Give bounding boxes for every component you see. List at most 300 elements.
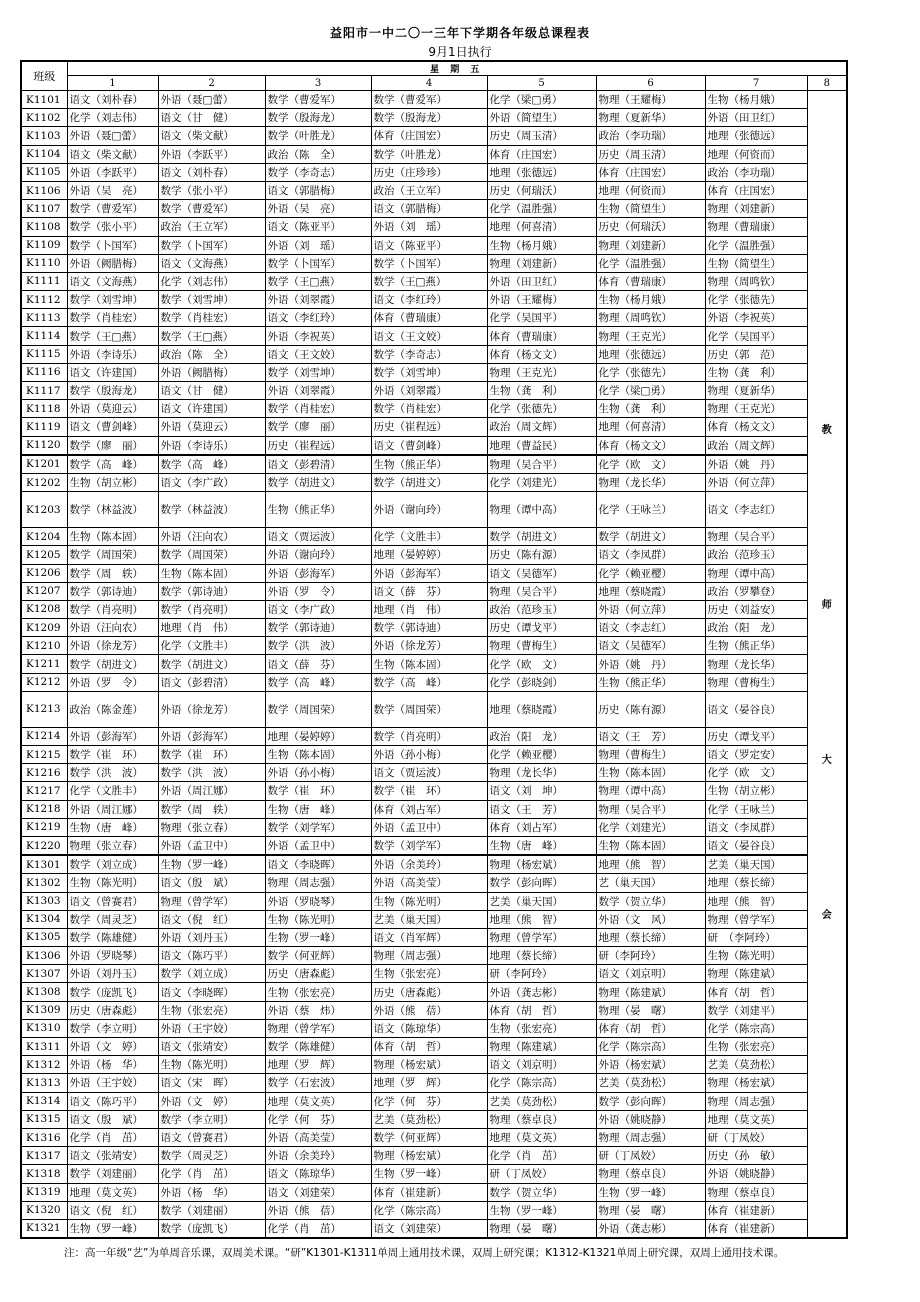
class-id: K1306 xyxy=(21,947,67,965)
period-cell: 语文（李晓晖） xyxy=(158,983,265,1001)
period-cell: 外语（莫迎云） xyxy=(158,418,265,436)
class-id: K1311 xyxy=(21,1038,67,1056)
period-cell: 地理（肖 伟） xyxy=(158,619,265,637)
table-row xyxy=(21,965,847,983)
class-id: K1205 xyxy=(21,546,67,564)
period-cell: 数学（贺立华） xyxy=(596,892,705,910)
side-label-char: 大 xyxy=(821,755,832,766)
period-cell: 语文（倪 红） xyxy=(67,1201,158,1219)
class-id: K1209 xyxy=(21,619,67,637)
table-row xyxy=(21,91,847,109)
table-row xyxy=(21,673,847,691)
period-cell: 语文（许建国） xyxy=(67,363,158,381)
period-cell: 生物（龚 利） xyxy=(487,382,596,400)
period-cell: 数学（刘立成） xyxy=(67,855,158,874)
class-id: K1318 xyxy=(21,1165,67,1183)
period-cell: 外语（杨 华） xyxy=(158,1183,265,1201)
period-cell: 地理（何资而） xyxy=(705,145,807,163)
period-cell: 外语（蔡 炜） xyxy=(265,1001,371,1019)
period-cell: 外语（何立萍） xyxy=(705,473,807,491)
class-id: K1214 xyxy=(21,727,67,745)
timetable xyxy=(20,60,848,1239)
period-cell: 体育（杨文文） xyxy=(487,345,596,363)
period-cell: 外语（谢向玲） xyxy=(371,492,487,528)
period-cell: 语文（王 芳） xyxy=(487,800,596,818)
table-row xyxy=(21,200,847,218)
class-id: K1105 xyxy=(21,163,67,181)
period-cell: 物理（杨宏斌） xyxy=(487,855,596,874)
period-cell: 化学（陈宗高） xyxy=(371,1201,487,1219)
period-cell: 地理（晏婷婷） xyxy=(265,727,371,745)
period-cell: 外语（李诗乐） xyxy=(67,345,158,363)
class-id: K1120 xyxy=(21,436,67,455)
period-header: 5 xyxy=(487,76,596,91)
period-cell: 数学（高 峰） xyxy=(158,455,265,474)
period-cell: 历史（谭戈平） xyxy=(487,619,596,637)
period-cell: 艺美（莫劲松） xyxy=(596,1074,705,1092)
period-cell: 艺美（巢天国） xyxy=(705,855,807,874)
period-cell: 化学（肖 茁） xyxy=(487,1147,596,1165)
period-cell: 历史（谭戈平） xyxy=(705,727,807,745)
period-cell: 政治（周文辉） xyxy=(705,436,807,455)
period-cell: 外语（田卫红） xyxy=(487,272,596,290)
period-cell: 地理（晏婷婷） xyxy=(371,546,487,564)
period-cell: 化学（温胜强） xyxy=(487,200,596,218)
period-cell: 数学（王□燕） xyxy=(265,272,371,290)
period-cell: 地理（张德远） xyxy=(596,345,705,363)
class-id: K1302 xyxy=(21,874,67,892)
class-id: K1206 xyxy=(21,564,67,582)
period-cell: 生物（简望生） xyxy=(596,200,705,218)
period-cell: 数学（胡进文） xyxy=(596,528,705,546)
period-cell: 数学（庞凯飞） xyxy=(158,1219,265,1238)
period-cell: 化学（陈宗高） xyxy=(596,1038,705,1056)
period-cell: 语文（甘 健） xyxy=(158,382,265,400)
period-cell: 物理（晏 曙） xyxy=(596,1001,705,1019)
table-row xyxy=(21,546,847,564)
table-row xyxy=(21,855,847,874)
period-cell: 数学（洪 波） xyxy=(158,764,265,782)
class-id: K1117 xyxy=(21,382,67,400)
period-cell: 物理（王克光） xyxy=(596,327,705,345)
table-row xyxy=(21,782,847,800)
period-cell: 体育（庄国宏） xyxy=(487,145,596,163)
period-cell: 外语（熊 蓓） xyxy=(371,1001,487,1019)
period-cell: 数学（陈雄健） xyxy=(67,928,158,946)
class-id: K1217 xyxy=(21,782,67,800)
period-cell: 生物（罗一峰） xyxy=(487,1201,596,1219)
period-cell: 语文（李红玲） xyxy=(371,291,487,309)
period-cell: 语文（彭碧清） xyxy=(158,673,265,691)
table-row xyxy=(21,309,847,327)
period-cell: 数学（叶胜龙） xyxy=(371,145,487,163)
period-cell: 数学（刘学军） xyxy=(371,836,487,855)
period-cell: 数学（高 峰） xyxy=(371,673,487,691)
period-cell: 外语（罗晓琴） xyxy=(67,947,158,965)
period-cell: 数学（刘建丽） xyxy=(158,1201,265,1219)
period-cell: 数学（肖桂宏） xyxy=(371,400,487,418)
period-cell: 化学（欧 文） xyxy=(487,655,596,673)
table-row xyxy=(21,582,847,600)
period-cell: 物理（周志强） xyxy=(371,947,487,965)
period-cell: 数学（王□燕） xyxy=(158,327,265,345)
period-cell: 外语（阙腊梅） xyxy=(67,254,158,272)
period-cell: 历史（何瑞沃） xyxy=(487,181,596,199)
period-cell: 外语（谢向玲） xyxy=(265,546,371,564)
period-cell: 生物（杨月娥） xyxy=(487,236,596,254)
table-row xyxy=(21,254,847,272)
period-cell: 语文（倪 红） xyxy=(158,910,265,928)
period-cell: 地理（罗 辉） xyxy=(371,1074,487,1092)
period-cell: 化学（赖亚樱） xyxy=(487,746,596,764)
table-row xyxy=(21,272,847,290)
class-id: K1107 xyxy=(21,200,67,218)
class-id: K1207 xyxy=(21,582,67,600)
period-cell: 地理（熊 智） xyxy=(705,892,807,910)
period-cell: 研 （李阿玲） xyxy=(705,928,807,946)
table-row xyxy=(21,109,847,127)
side-label-char: 会 xyxy=(821,910,832,921)
period-cell: 化学（何 芬） xyxy=(371,1092,487,1110)
period-cell: 历史（何瑞沃） xyxy=(596,218,705,236)
period-cell: 化学（王咏兰） xyxy=(596,492,705,528)
period-cell: 政治（陈 全） xyxy=(265,145,371,163)
period-cell: 生物（张宏亮） xyxy=(265,983,371,1001)
period-cell: 化学（刘志伟） xyxy=(67,109,158,127)
period-cell: 化学（肖 茁） xyxy=(265,1219,371,1238)
period-cell: 语文（李晓晖） xyxy=(265,855,371,874)
period-cell: 历史（庄珍珍） xyxy=(371,163,487,181)
class-id: K1303 xyxy=(21,892,67,910)
period-cell: 数学（胡进文） xyxy=(265,473,371,491)
table-row xyxy=(21,655,847,673)
table-row xyxy=(21,619,847,637)
period-cell: 生物（张宏亮） xyxy=(705,1038,807,1056)
period-cell: 语文（殷 斌） xyxy=(158,874,265,892)
period-cell: 物理（谭中高） xyxy=(705,564,807,582)
class-id: K1108 xyxy=(21,218,67,236)
period-cell: 外语（杨 华） xyxy=(67,1056,158,1074)
class-id: K1118 xyxy=(21,400,67,418)
class-id: K1115 xyxy=(21,345,67,363)
period-cell: 外语（高美莹） xyxy=(265,1128,371,1146)
period-cell: 外语（李祝英） xyxy=(705,309,807,327)
period-cell: 语文（刘建荣） xyxy=(371,1219,487,1238)
period-cell: 外语（吴 亮） xyxy=(265,200,371,218)
period-cell: 政治（陈 全） xyxy=(158,345,265,363)
period-cell: 外语（田卫红） xyxy=(705,109,807,127)
class-id: K1101 xyxy=(21,91,67,109)
period-cell: 物理（周鸣钦） xyxy=(705,272,807,290)
period-cell: 体育（庄国宏） xyxy=(705,181,807,199)
period-cell: 历史（刘益安） xyxy=(705,600,807,618)
period-cell: 化学（文胜丰） xyxy=(371,528,487,546)
period-cell: 化学（文胜丰） xyxy=(158,637,265,655)
period-cell: 数学（崔 环） xyxy=(67,746,158,764)
period-cell: 体育（崔建新） xyxy=(371,1183,487,1201)
table-row xyxy=(21,218,847,236)
period-cell: 生物（唐 峰） xyxy=(265,800,371,818)
page-title: 益阳市一中二〇一三年下学期各年级总课程表 xyxy=(329,26,590,40)
period-cell: 化学（张德先） xyxy=(487,400,596,418)
period-cell: 物理（蔡卓良） xyxy=(705,1183,807,1201)
period-cell: 体育（胡 哲） xyxy=(596,1019,705,1037)
period-cell: 数学（刘雪坤） xyxy=(67,291,158,309)
class-id: K1316 xyxy=(21,1128,67,1146)
period-cell: 语文（李广政） xyxy=(158,473,265,491)
period-cell: 物理（曹瑞康） xyxy=(705,218,807,236)
period-cell: 外语（姚晓静） xyxy=(596,1110,705,1128)
period-cell: 物理（夏新华） xyxy=(705,382,807,400)
period-cell: 数学（高 峰） xyxy=(67,455,158,474)
period-cell: 历史（周玉清） xyxy=(596,145,705,163)
period-cell: 数学（彭向晖） xyxy=(596,1092,705,1110)
period-header: 4 xyxy=(371,76,487,91)
period-cell: 外语（徐龙芳） xyxy=(158,691,265,727)
period-cell: 数学（崔 环） xyxy=(158,746,265,764)
period-cell: 物理（刘建新） xyxy=(596,236,705,254)
period-cell: 数学（张小平） xyxy=(158,181,265,199)
period-cell: 数学（洪 波） xyxy=(265,637,371,655)
period-cell: 物理（曹梅生） xyxy=(705,673,807,691)
period-cell: 语文（吴德军） xyxy=(487,564,596,582)
period-cell: 语文（李志红） xyxy=(705,492,807,528)
period-cell: 外语（王宇姣） xyxy=(158,1019,265,1037)
period-cell: 数学（刘建丽） xyxy=(67,1165,158,1183)
period-cell: 研（丁凤姣） xyxy=(596,1147,705,1165)
class-id: K1317 xyxy=(21,1147,67,1165)
period-cell: 研（丁凤姣） xyxy=(705,1128,807,1146)
period-cell: 外语（姚 丹） xyxy=(596,655,705,673)
period-cell: 数学（卜国军） xyxy=(67,236,158,254)
table-row xyxy=(21,528,847,546)
timetable-body xyxy=(21,91,847,1239)
period-cell: 外语（文 风） xyxy=(596,910,705,928)
period-cell: 数学（刘立成） xyxy=(158,965,265,983)
period-cell: 数学（刘雪坤） xyxy=(265,363,371,381)
table-row xyxy=(21,181,847,199)
footnote: 注：高一年级“艺”为单周音乐课，双周美术课。“研”K1301-K1311单周上通用技术课，双周上研究课；K1312-K1321单周上研究课，双周上通用技术课。 xyxy=(64,1247,785,1259)
period-cell: 物理（陈建斌） xyxy=(596,983,705,1001)
period-cell: 外语（刘 瑶） xyxy=(265,236,371,254)
class-id: K1220 xyxy=(21,836,67,855)
period-cell: 生物（唐 峰） xyxy=(67,818,158,836)
table-row xyxy=(21,492,847,528)
class-id: K1213 xyxy=(21,691,67,727)
table-row xyxy=(21,1092,847,1110)
period-cell: 地理（蔡长缔） xyxy=(705,874,807,892)
class-column-header: 班级 xyxy=(21,61,67,91)
side-label-char: 师 xyxy=(821,600,832,611)
table-row xyxy=(21,1001,847,1019)
period-cell: 物理（龙长华） xyxy=(487,764,596,782)
period-cell: 语文（甘 健） xyxy=(158,109,265,127)
period-cell: 外语（孟卫中） xyxy=(371,818,487,836)
class-id: K1320 xyxy=(21,1201,67,1219)
period-cell: 研（李阿玲） xyxy=(596,947,705,965)
period-cell: 化学（赖亚樱） xyxy=(596,564,705,582)
period-cell: 化学（刘志伟） xyxy=(158,272,265,290)
period-cell: 物理（周志强） xyxy=(265,874,371,892)
period-cell: 语文（李志红） xyxy=(596,619,705,637)
period-cell: 生物（张宏亮） xyxy=(371,965,487,983)
period-cell: 生物（陈光明） xyxy=(265,910,371,928)
period-cell: 外语（刘 瑶） xyxy=(371,218,487,236)
period-cell: 生物（罗一峰） xyxy=(371,1165,487,1183)
period-cell: 数学（周国荣） xyxy=(158,546,265,564)
period-cell: 外语（刘丹玉） xyxy=(158,928,265,946)
period-cell: 政治（阳 龙） xyxy=(705,619,807,637)
period-cell: 历史（陈有源） xyxy=(596,691,705,727)
period-cell: 数学（郭诗迪） xyxy=(265,619,371,637)
period-cell: 数学（刘雪坤） xyxy=(371,363,487,381)
period-cell: 物理（谭中高） xyxy=(487,492,596,528)
period-cell: 物理（杨宏斌） xyxy=(371,1147,487,1165)
period-cell: 体育（庄国宏） xyxy=(596,163,705,181)
period-cell: 数学（郭诗迪） xyxy=(371,619,487,637)
period-cell: 外语（简望生） xyxy=(487,109,596,127)
period-cell: 生物（陈光明） xyxy=(705,947,807,965)
period-cell: 外语（龚志彬） xyxy=(596,1219,705,1238)
period-cell: 外语（孙小梅） xyxy=(265,764,371,782)
period-cell: 物理（刘建新） xyxy=(487,254,596,272)
period-cell: 政治（李功瑞） xyxy=(596,127,705,145)
table-row xyxy=(21,1201,847,1219)
period-cell: 数学（陈雄健） xyxy=(265,1038,371,1056)
period-cell: 政治（陈金莲） xyxy=(67,691,158,727)
period-cell: 外语（何立萍） xyxy=(596,600,705,618)
period-cell: 语文（曾赛君） xyxy=(67,892,158,910)
period-cell: 数学（石宏波） xyxy=(265,1074,371,1092)
period-cell: 数学（刘雪坤） xyxy=(158,291,265,309)
class-id: K1106 xyxy=(21,181,67,199)
period-cell: 外语（聂□蕾） xyxy=(67,127,158,145)
period-cell: 历史（崔程远） xyxy=(371,418,487,436)
period-cell: 生物（熊正华） xyxy=(596,673,705,691)
table-row xyxy=(21,1128,847,1146)
period-cell: 物理（曾学军） xyxy=(265,1019,371,1037)
period-cell: 生物（张宏亮） xyxy=(487,1019,596,1037)
period-cell: 物理（周鸣钦） xyxy=(596,309,705,327)
period-cell: 体育（胡 哲） xyxy=(487,1001,596,1019)
period-cell: 数学（郭诗迪） xyxy=(67,582,158,600)
period-header: 8 xyxy=(807,76,847,91)
period-cell: 外语（李跃平） xyxy=(67,163,158,181)
table-row xyxy=(21,436,847,455)
table-row xyxy=(21,327,847,345)
period-cell: 外语（杨宏斌） xyxy=(596,1056,705,1074)
class-id: K1310 xyxy=(21,1019,67,1037)
period-cell: 政治（范珍玉） xyxy=(487,600,596,618)
table-row xyxy=(21,874,847,892)
period-cell: 地理（莫文英） xyxy=(265,1092,371,1110)
class-id: K1109 xyxy=(21,236,67,254)
period-cell: 地理（肖 伟） xyxy=(371,600,487,618)
period-cell: 外语（余美玲） xyxy=(265,1147,371,1165)
table-row xyxy=(21,473,847,491)
period-cell: 化学（刘建光） xyxy=(487,473,596,491)
period-cell: 数学（周国荣） xyxy=(67,546,158,564)
period-cell: 数学（殷海龙） xyxy=(371,109,487,127)
period-cell: 化学（陈宗高） xyxy=(487,1074,596,1092)
period-cell: 体育（刘占军） xyxy=(487,818,596,836)
class-id: K1119 xyxy=(21,418,67,436)
period-cell: 数学（肖桂宏） xyxy=(67,309,158,327)
table-row xyxy=(21,418,847,436)
table-row xyxy=(21,818,847,836)
period-cell: 物理（曹梅生） xyxy=(596,746,705,764)
period-cell: 艺（巢天国） xyxy=(596,874,705,892)
period-cell: 外语（刘丹玉） xyxy=(67,965,158,983)
day-header: 星 期 五 xyxy=(67,61,847,76)
period-cell: 物理（陈建斌） xyxy=(487,1038,596,1056)
class-id: K1114 xyxy=(21,327,67,345)
period-cell: 物理（王克光） xyxy=(705,400,807,418)
period-cell: 研（李阿玲） xyxy=(487,965,596,983)
period-cell: 语文（薛 芬） xyxy=(371,582,487,600)
period-cell: 研（丁凤姣） xyxy=(487,1165,596,1183)
class-id: K1201 xyxy=(21,455,67,474)
period-cell: 体育（杨文文） xyxy=(596,436,705,455)
class-id: K1309 xyxy=(21,1001,67,1019)
period-cell: 语文（陈亚平） xyxy=(265,218,371,236)
period-cell: 语文（刘朴春） xyxy=(158,163,265,181)
period-cell: 体育（刘占军） xyxy=(371,800,487,818)
class-id: K1103 xyxy=(21,127,67,145)
period-cell: 外语（周江娜） xyxy=(67,800,158,818)
class-id: K1202 xyxy=(21,473,67,491)
period-cell: 数学（刘建平） xyxy=(705,1001,807,1019)
effective-date: 9月1日执行 xyxy=(428,45,492,59)
period-cell: 数学（殷海龙） xyxy=(67,382,158,400)
period-cell: 数学（李奇志） xyxy=(371,345,487,363)
period-cell: 物理（曾学军） xyxy=(487,928,596,946)
period-cell: 物理（吴合平） xyxy=(487,455,596,474)
period-cell: 外语（王宇姣） xyxy=(67,1074,158,1092)
period-cell: 数学（卜国军） xyxy=(371,254,487,272)
period-cell: 政治（罗攀登） xyxy=(705,582,807,600)
period-cell: 数学（何亚辉） xyxy=(371,1128,487,1146)
period-cell: 历史（崔程远） xyxy=(265,436,371,455)
period-cell: 化学（王咏兰） xyxy=(705,800,807,818)
period-cell: 生物（胡立彬） xyxy=(67,473,158,491)
period-cell: 体育（曹瑞康） xyxy=(371,309,487,327)
period-cell: 生物（陈本固） xyxy=(596,764,705,782)
period-cell: 历史（郭 范） xyxy=(705,345,807,363)
period-cell: 外语（姚晓静） xyxy=(705,1165,807,1183)
period-cell: 数学（廖 丽） xyxy=(67,436,158,455)
period-cell: 物理（曾学军） xyxy=(158,892,265,910)
table-row xyxy=(21,1219,847,1238)
period-header: 3 xyxy=(265,76,371,91)
period-cell: 艺美（莫劲松） xyxy=(705,1056,807,1074)
period-cell: 物理（杨宏斌） xyxy=(705,1074,807,1092)
period-cell: 外语（李诗乐） xyxy=(158,436,265,455)
period-header: 2 xyxy=(158,76,265,91)
period-cell: 数学（肖亮明） xyxy=(67,600,158,618)
period-cell: 数学（胡进文） xyxy=(487,528,596,546)
period-cell: 外语（莫迎云） xyxy=(67,400,158,418)
period-cell: 物理（曹梅生） xyxy=(487,637,596,655)
period-cell: 语文（许建国） xyxy=(158,400,265,418)
period-cell: 化学（陈宗高） xyxy=(705,1019,807,1037)
class-id: K1211 xyxy=(21,655,67,673)
period-cell: 外语（汪向农） xyxy=(158,528,265,546)
period-cell: 化学（张德先） xyxy=(705,291,807,309)
period-cell: 地理（莫文英） xyxy=(705,1110,807,1128)
table-row xyxy=(21,382,847,400)
period-cell: 数学（洪 波） xyxy=(67,764,158,782)
